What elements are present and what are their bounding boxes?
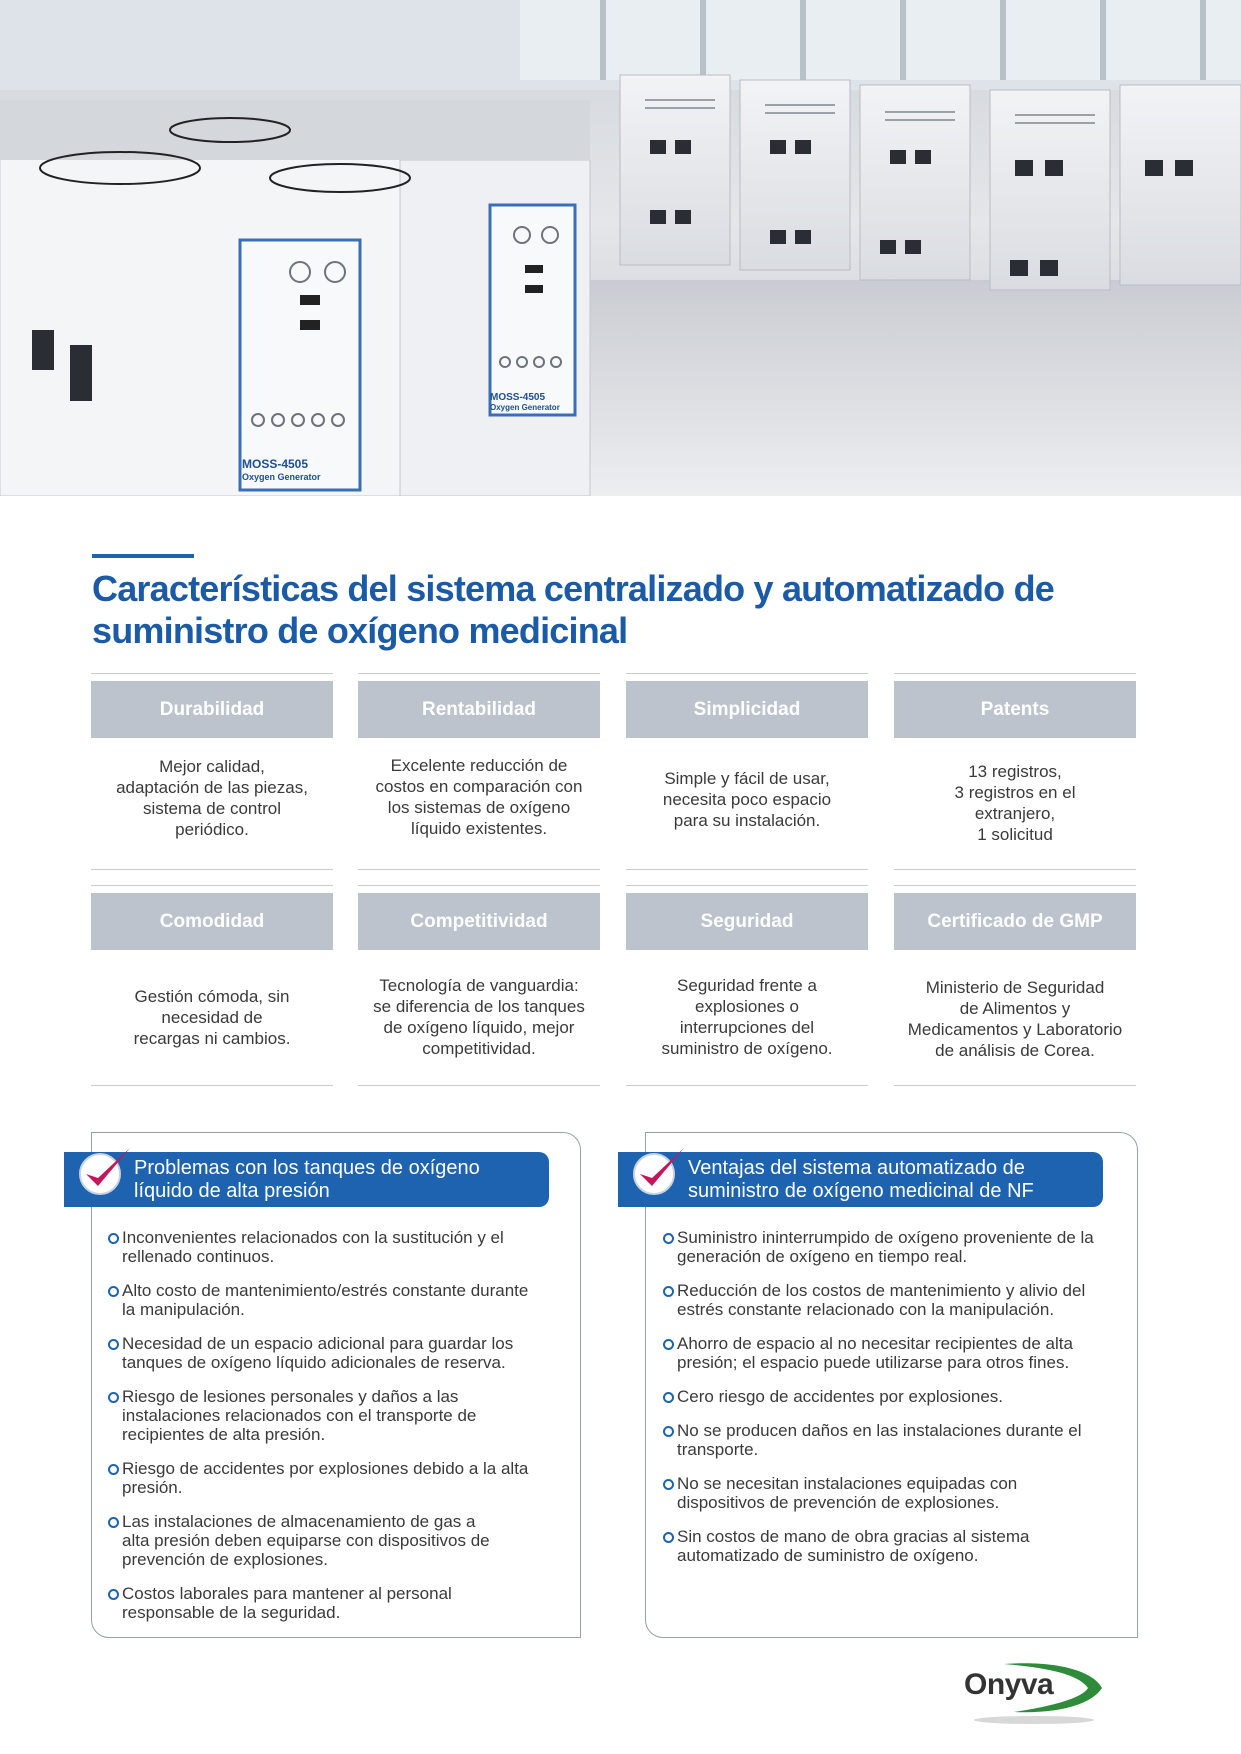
feature-title: Certificado de GMP xyxy=(894,893,1136,950)
list-item xyxy=(108,1459,568,1497)
title-accent-line xyxy=(92,554,194,558)
list-item xyxy=(108,1281,568,1319)
list-item-text: presión; el espacio puede utilizarse para otros fines. xyxy=(677,1353,1070,1372)
list-item-text: la manipulación. xyxy=(122,1300,245,1319)
feature-desc-line: 1 solicitud xyxy=(977,825,1053,844)
feature-title: Patents xyxy=(894,681,1136,738)
bullet-icon xyxy=(108,1339,119,1350)
unit-label-back-model: MOSS-4505 xyxy=(490,392,546,403)
list-item-text: Reducción de los costos de mantenimiento y alivio del xyxy=(677,1281,1086,1300)
feature-desc-line: 3 registros en el xyxy=(954,783,1076,802)
feature-title: Seguridad xyxy=(626,893,868,950)
feature-desc-line: necesita poco espacio xyxy=(662,789,832,809)
unit-label-back-name: Oxygen Generator xyxy=(490,403,560,412)
hero-photo xyxy=(0,0,1241,496)
feature-desc-line: los sistemas de oxígeno xyxy=(387,798,571,817)
list-item-text: Alto costo de mantenimiento/estrés constante durante xyxy=(122,1281,529,1300)
feature-desc-line: recargas ni cambios. xyxy=(133,1028,291,1048)
factory-scene-illustration xyxy=(0,0,1241,496)
list-item-text: instalaciones relacionados con el transporte de xyxy=(122,1406,477,1425)
bullet-icon xyxy=(108,1517,119,1528)
list-item-text: transporte. xyxy=(677,1440,759,1459)
feature-description xyxy=(894,977,1136,1061)
logo-text: Onyva xyxy=(964,1668,1054,1701)
divider xyxy=(91,673,333,674)
divider xyxy=(626,885,868,886)
feature-desc-line: suministro de oxígeno. xyxy=(661,1039,833,1058)
bullet-icon xyxy=(663,1233,674,1244)
page-title-line-1: Características del sistema centralizado y automatizado de xyxy=(92,568,1054,609)
feature-description xyxy=(358,755,600,839)
divider xyxy=(894,673,1136,674)
list-item-text: Necesidad de un espacio adicional para guardar los xyxy=(122,1334,514,1353)
feature-description xyxy=(626,975,868,1059)
list-item-text: Costos laborales para mantener al personal xyxy=(122,1584,452,1603)
divider xyxy=(894,869,1136,870)
feature-desc-line: de análisis de Corea. xyxy=(935,1041,1095,1060)
list-item xyxy=(108,1512,568,1569)
list-item-text: Suministro ininterrumpido de oxígeno proveniente de la xyxy=(677,1228,1094,1247)
feature-desc-line: adaptación de las piezas, xyxy=(116,778,308,797)
list-item-text: No se necesitan instalaciones equipadas con xyxy=(677,1474,1018,1493)
feature-desc-line: Tecnología de vanguardia: xyxy=(379,976,579,995)
advantages-heading-line-2: suministro de oxígeno medicinal de NF xyxy=(688,1179,1034,1202)
feature-desc-line: Simple y fácil de usar, xyxy=(664,768,830,788)
feature-desc-line: Seguridad frente a xyxy=(677,976,817,995)
problems-heading-line-1: Problemas con los tanques de oxígeno xyxy=(134,1156,480,1179)
divider xyxy=(358,869,600,870)
list-item xyxy=(663,1387,1123,1406)
advantages-heading xyxy=(618,1152,1103,1207)
divider xyxy=(91,1085,333,1086)
list-item-text: Cero riesgo de accidentes por explosiones. xyxy=(677,1387,1004,1406)
problems-heading-line-2: líquido de alta presión xyxy=(134,1179,330,1202)
feature-description xyxy=(626,759,868,839)
feature-description xyxy=(91,981,333,1053)
feature-desc-line: Gestión cómoda, sin xyxy=(134,986,290,1006)
list-item xyxy=(663,1474,1123,1512)
list-item xyxy=(108,1387,568,1444)
bullet-icon xyxy=(663,1479,674,1490)
feature-desc-line: extranjero, xyxy=(974,804,1056,823)
list-item xyxy=(663,1281,1123,1319)
bullet-icon xyxy=(663,1426,674,1437)
bullet-icon xyxy=(663,1392,674,1403)
onyva-logo xyxy=(964,1658,1109,1726)
divider xyxy=(894,885,1136,886)
advantages-list xyxy=(663,1228,1123,1565)
bullet-icon xyxy=(108,1392,119,1403)
list-item-text: dispositivos de prevención de explosiones. xyxy=(677,1493,1000,1512)
divider xyxy=(91,885,333,886)
feature-title: Competitividad xyxy=(358,893,600,950)
list-item-text: Riesgo de lesiones personales y daños a las xyxy=(122,1387,459,1406)
feature-description xyxy=(91,758,333,838)
feature-description xyxy=(894,761,1136,845)
feature-desc-line: para su instalación. xyxy=(673,810,821,830)
feature-desc-line: competitividad. xyxy=(422,1039,536,1058)
divider xyxy=(358,1085,600,1086)
list-item-text: alta presión deben equiparse con dispositivos de xyxy=(122,1531,490,1550)
list-item-text: recipientes de alta presión. xyxy=(122,1425,326,1444)
advantages-heading-line-1: Ventajas del sistema automatizado de xyxy=(688,1156,1025,1179)
feature-title: Rentabilidad xyxy=(358,681,600,738)
feature-desc-line: necesidad de xyxy=(161,1007,263,1027)
divider xyxy=(626,673,868,674)
page-title-line-2: suministro de oxígeno medicinal xyxy=(92,610,628,651)
bullet-icon xyxy=(108,1589,119,1600)
list-item-text: generación de oxígeno en tiempo real. xyxy=(677,1247,968,1266)
feature-desc-line: periódico. xyxy=(175,820,249,839)
divider xyxy=(626,869,868,870)
bullet-icon xyxy=(108,1233,119,1244)
bullet-icon xyxy=(663,1339,674,1350)
bullet-icon xyxy=(663,1286,674,1297)
feature-desc-line: Mejor calidad, xyxy=(159,757,265,776)
problems-list xyxy=(108,1228,568,1622)
divider xyxy=(358,885,600,886)
page-title xyxy=(92,568,1092,652)
feature-desc-line: Ministerio de Seguridad xyxy=(925,978,1105,997)
list-item xyxy=(108,1334,568,1372)
list-item xyxy=(108,1584,568,1622)
feature-desc-line: interrupciones del xyxy=(679,1018,815,1037)
list-item xyxy=(663,1527,1123,1565)
list-item-text: responsable de la seguridad. xyxy=(122,1603,341,1622)
list-item xyxy=(663,1334,1123,1372)
feature-description xyxy=(358,975,600,1059)
feature-desc-line: 13 registros, xyxy=(968,762,1062,781)
unit-label-front-name: Oxygen Generator xyxy=(242,472,321,482)
feature-desc-line: costos en comparación con xyxy=(375,777,583,796)
list-item-text: Riesgo de accidentes por explosiones debido a la alta xyxy=(122,1459,529,1478)
bullet-icon xyxy=(108,1286,119,1297)
divider xyxy=(894,1085,1136,1086)
feature-desc-line: de Alimentos y xyxy=(959,999,1071,1018)
list-item-text: rellenado continuos. xyxy=(122,1247,275,1266)
feature-desc-line: Medicamentos y Laboratorio xyxy=(907,1020,1123,1039)
list-item-text: tanques de oxígeno líquido adicionales de reserva. xyxy=(122,1353,506,1372)
list-item-text: Ahorro de espacio al no necesitar recipientes de alta xyxy=(677,1334,1073,1353)
divider xyxy=(91,869,333,870)
list-item-text: automatizado de suministro de oxígeno. xyxy=(677,1546,979,1565)
list-item-text: No se producen daños en las instalaciones durante el xyxy=(677,1421,1082,1440)
list-item xyxy=(663,1421,1123,1459)
bullet-icon xyxy=(108,1464,119,1475)
list-item-text: prevención de explosiones. xyxy=(122,1550,329,1569)
problems-heading xyxy=(64,1152,549,1207)
feature-title: Simplicidad xyxy=(626,681,868,738)
list-item xyxy=(663,1228,1123,1266)
feature-desc-line: Excelente reducción de xyxy=(390,756,568,775)
unit-label-front-model: MOSS-4505 xyxy=(242,457,309,471)
list-item-text: presión. xyxy=(122,1478,183,1497)
list-item-text: Sin costos de mano de obra gracias al sistema xyxy=(677,1527,1030,1546)
feature-desc-line: de oxígeno líquido, mejor xyxy=(383,1018,575,1037)
check-icon xyxy=(628,1142,688,1202)
feature-desc-line: se diferencia de los tanques xyxy=(373,997,585,1016)
feature-title: Durabilidad xyxy=(91,681,333,738)
list-item-text: Las instalaciones de almacenamiento de gas a xyxy=(122,1512,476,1531)
divider xyxy=(626,1085,868,1086)
feature-title: Comodidad xyxy=(91,893,333,950)
check-icon xyxy=(74,1142,134,1202)
divider xyxy=(358,673,600,674)
list-item-text: estrés constante relacionado con la manipulación. xyxy=(677,1300,1055,1319)
feature-desc-line: sistema de control xyxy=(143,799,281,818)
list-item-text: Inconvenientes relacionados con la sustitución y el xyxy=(122,1228,504,1247)
feature-desc-line: explosiones o xyxy=(695,997,799,1016)
list-item xyxy=(108,1228,568,1266)
feature-desc-line: líquido existentes. xyxy=(410,819,548,838)
bullet-icon xyxy=(663,1532,674,1543)
